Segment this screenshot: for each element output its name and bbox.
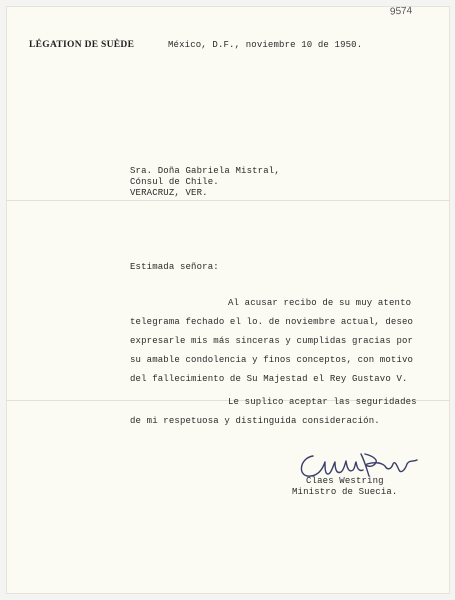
- date-line: México, D.F., noviembre 10 de 1950.: [168, 40, 363, 50]
- addressee-line: VERACRUZ, VER.: [130, 188, 208, 198]
- signatory-title: Ministro de Suecia.: [292, 487, 398, 497]
- signatory-name: Claes Westring: [306, 476, 384, 486]
- body-line: expresarle mis más sinceras y cumplidas gracias por: [130, 336, 414, 346]
- letterhead: LÉGATION DE SUÈDE: [29, 40, 135, 50]
- addressee-line: Sra. Doña Gabriela Mistral,: [130, 166, 280, 176]
- body-line: Le suplico aceptar las seguridades: [228, 397, 417, 407]
- body-line: telegrama fechado el lo. de noviembre actual, deseo: [130, 317, 414, 327]
- body-line: de mi respetuosa y distinguida consideración.: [130, 416, 380, 426]
- paper-fold: [6, 200, 450, 201]
- body-line: su amable condolencia y finos conceptos, con motivo: [130, 355, 414, 365]
- body-line: Al acusar recibo de su muy atento: [228, 298, 412, 308]
- salutation: Estimada señora:: [130, 262, 219, 272]
- addressee-line: Cónsul de Chile.: [130, 177, 219, 187]
- body-line: del fallecimiento de Su Majestad el Rey Gustavo V.: [130, 374, 408, 384]
- archive-number: 9574: [389, 5, 413, 18]
